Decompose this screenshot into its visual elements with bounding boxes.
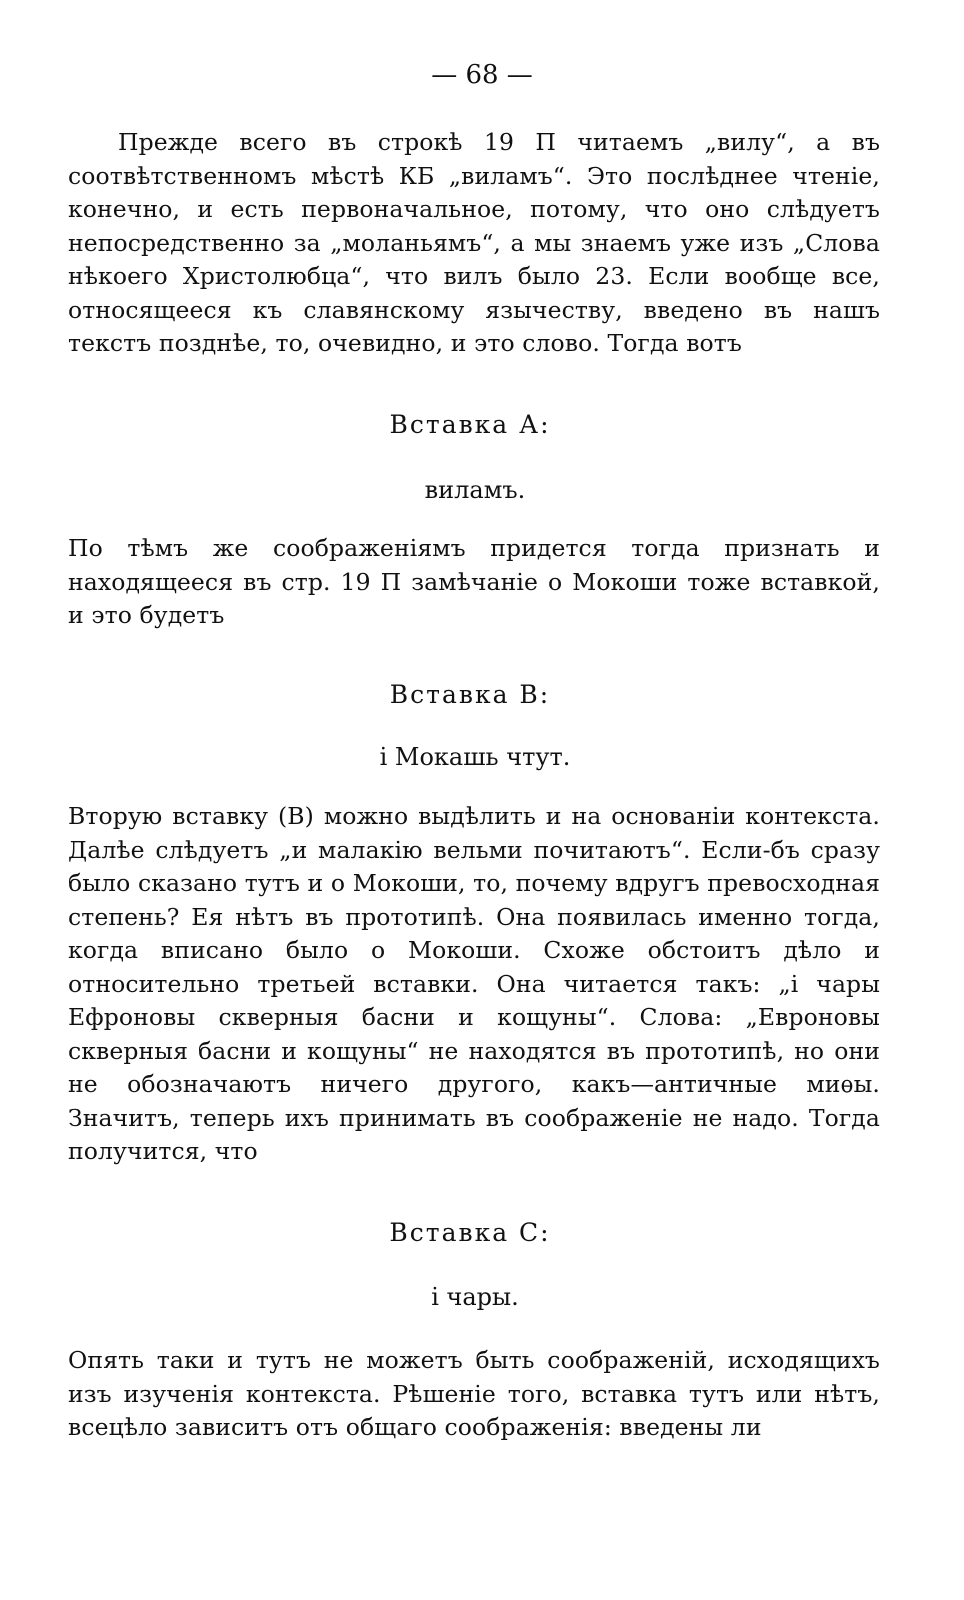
paragraph-text: Прежде всего въ строкѣ 19 П читаемъ „вилу“, а въ соотвѣтственномъ мѣстѣ КБ „виламъ“. Это послѣднее чтеніе, конечно, и есть первоначальное, потому, что оно слѣдуетъ непосредственно за „моланьямъ“, а мы знаемъ уже изъ „Слова нѣкоего Христолюбца“, что вилъ было 23. Если вообще все, относящееся къ славянскому язычеству, введено въ нашъ текстъ позднѣе, то, очевидно, и это слово. Тогда вотъ [68,128,880,357]
paragraph-1 [68,126,880,361]
paragraph-text: По тѣмъ же соображеніямъ придется тогда признать и находящееся въ стр. 19 П замѣчаніе о Мокоши тоже вставкой, и это будетъ [68,534,880,629]
insertion-c-heading: Вставка С: [389,1218,551,1247]
insertion-a-heading: Вставка А: [389,410,551,439]
page-number: — 68 — [431,60,533,90]
paragraph-3 [68,800,880,1169]
paragraph-4 [68,1344,880,1445]
insertion-c-text: і чары. [431,1283,519,1311]
paragraph-2 [68,532,880,633]
paragraph-text: Опять таки и тутъ не можетъ быть соображеній, исходящихъ изъ изученія контекста. Рѣшеніе того, вставка тутъ или нѣтъ, всецѣло зависитъ отъ общаго соображенія: введены ли [68,1346,880,1441]
insertion-b-heading: Вставка В: [389,680,551,709]
insertion-a-text: виламъ. [424,476,526,504]
paragraph-text: Вторую вставку (В) можно выдѣлить и на основаніи контекста. Далѣе слѣдуетъ „и малакію вельми почитаютъ“. Если-бъ сразу было сказано тутъ и о Мокоши, то, почему вдругъ превосходная степень? Ея нѣтъ въ прототипѣ. Она появилась именно тогда, когда вписано было о Мокоши. Схоже обстоитъ дѣло и относительно третьей вставки. Она читается такъ: „і чары Ефроновы скверныя басни и кощуны“. Слова: „Евроновы скверныя басни и кощуны“ не находятся въ прототипѣ, но они не обозначаютъ ничего другого, какъ—античные миѳы. Значитъ, теперь ихъ принимать въ соображеніе не надо. Тогда получится, что [68,802,880,1165]
insertion-b-text: і Мокашь чтут. [379,743,571,771]
